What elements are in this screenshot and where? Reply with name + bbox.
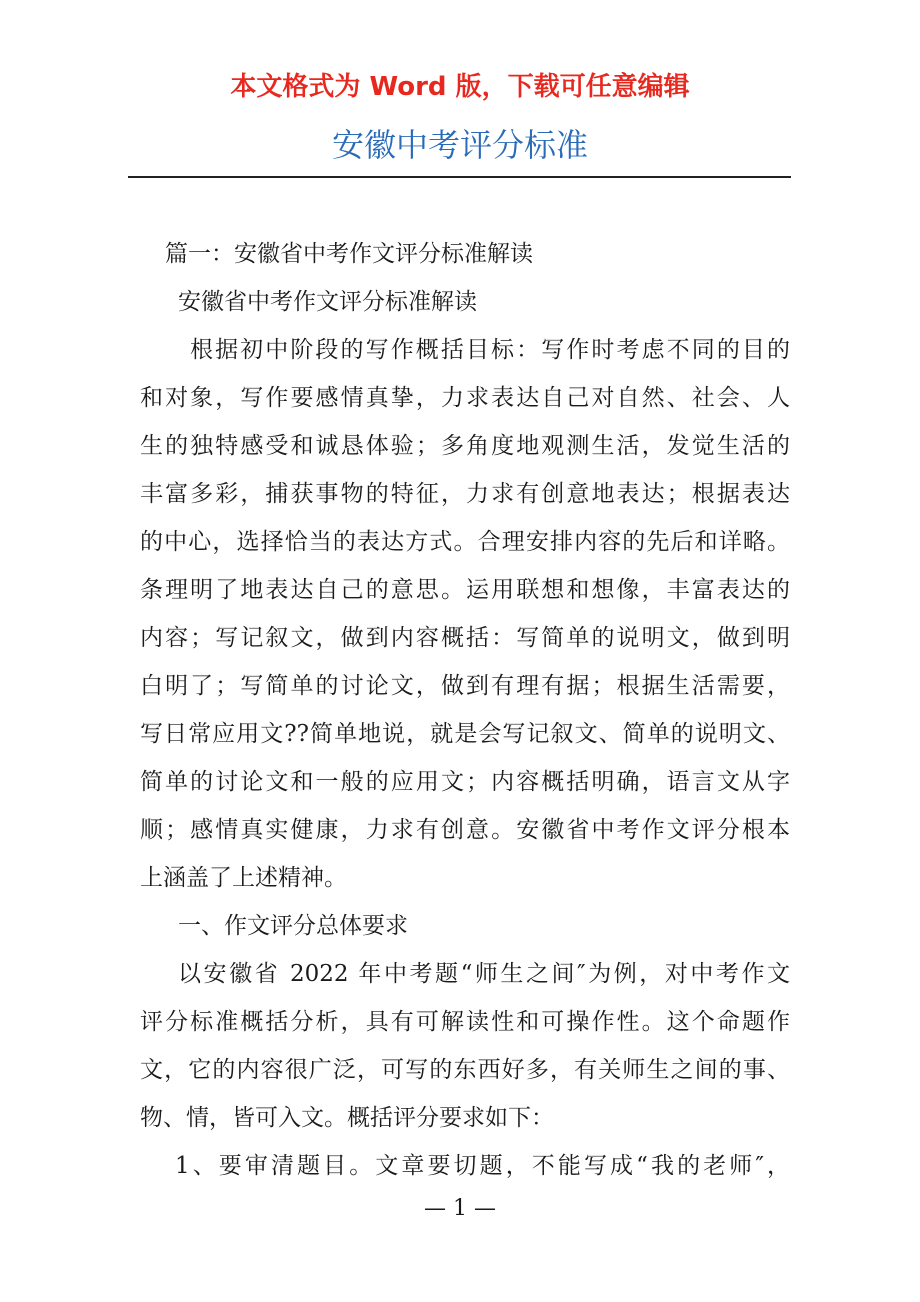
- article-title: 安徽省中考作文评分标准解读: [178, 289, 477, 315]
- paragraph-line: 内容；写记叙文，做到内容概括：写简单的说明文，做到明: [140, 625, 790, 651]
- paragraph-line: 白明了；写简单的讨论文，做到有理有据；根据生活需要，: [140, 673, 790, 699]
- title-divider: [128, 176, 791, 178]
- paragraph-line: 以安徽省 2022 年中考题“师生之间″为例，对中考作文: [178, 961, 790, 987]
- document-title: 安徽中考评分标准: [331, 126, 588, 164]
- paragraph-line: 顺；感情真实健康，力求有创意。安徽省中考作文评分根本: [140, 817, 790, 843]
- paragraph-line: 评分标准概括分析，具有可解读性和可操作性。这个命题作: [140, 1009, 790, 1035]
- paragraph-line: 和对象，写作要感情真挚，力求表达自己对自然、社会、人: [140, 385, 790, 411]
- paragraph-line: 简单的讨论文和一般的应用文；内容概括明确，语言文从字: [140, 769, 790, 795]
- paragraph-line: 根据初中阶段的写作概括目标：写作时考虑不同的目的: [190, 337, 790, 363]
- section-heading: 一、作文评分总体要求: [178, 913, 408, 939]
- section-heading: 篇一：安徽省中考作文评分标准解读: [165, 241, 533, 267]
- paragraph-line: 上涵盖了上述精神。: [140, 865, 347, 891]
- paragraph-line: 写日常应用文??简单地说，就是会写记叙文、简单的说明文、: [140, 721, 790, 747]
- paragraph-line: 物、情，皆可入文。概括评分要求如下：: [140, 1105, 554, 1131]
- paragraph-line: 条理明了地表达自己的意思。运用联想和想像，丰富表达的: [140, 577, 790, 603]
- download-notice-banner: 本文格式为 Word 版，下载可任意编辑: [230, 72, 690, 102]
- paragraph-line: 1、要审清题目。文章要切题，不能写成“我的老师″，: [175, 1153, 790, 1179]
- paragraph-line: 生的独特感受和诚恳体验；多角度地观测生活，发觉生活的: [140, 433, 790, 459]
- paragraph-line: 丰富多彩，捕获事物的特征，力求有创意地表达；根据表达: [140, 481, 790, 507]
- paragraph-line: 文，它的内容很广泛，可写的东西好多，有关师生之间的事、: [140, 1057, 790, 1083]
- paragraph-line: 的中心，选择恰当的表达方式。合理安排内容的先后和详略。: [140, 529, 790, 555]
- page-number: — 1 —: [424, 1196, 496, 1221]
